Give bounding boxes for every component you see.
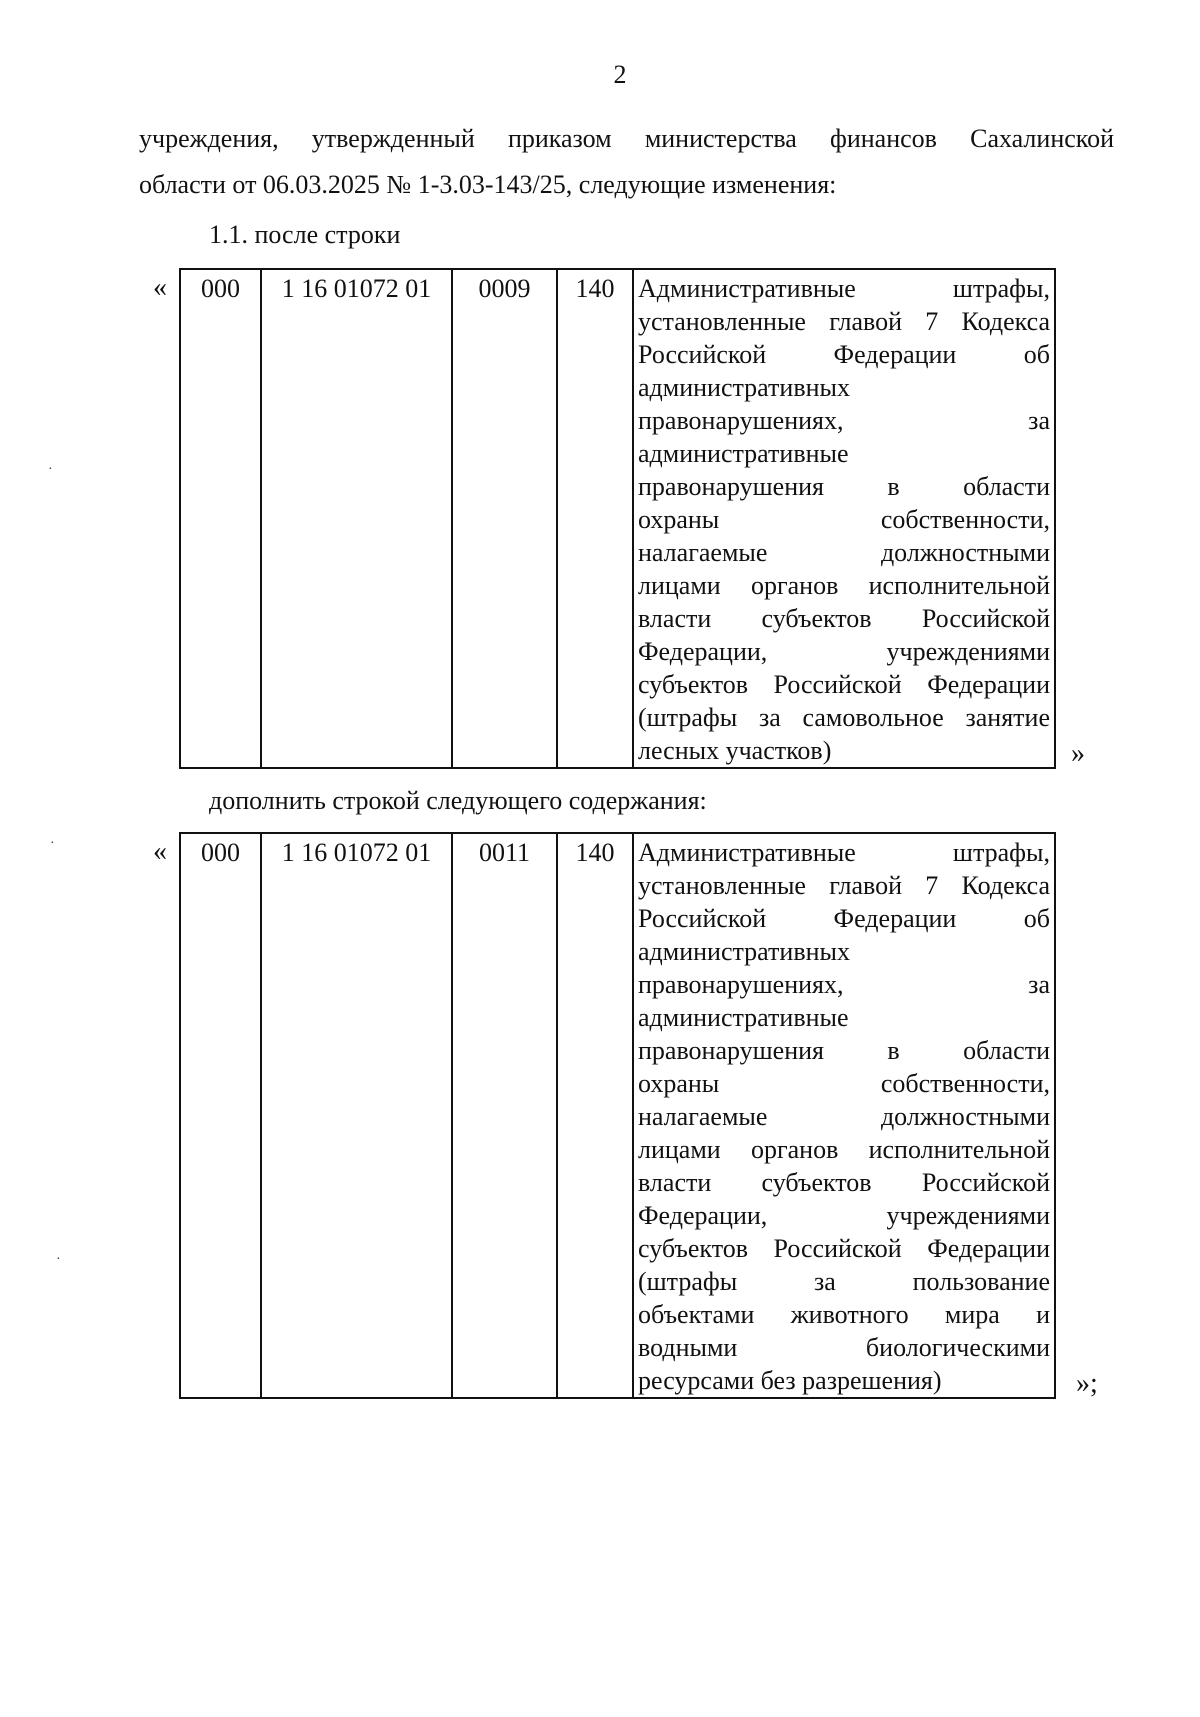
name-line: ресурсами без разрешения): [638, 1366, 942, 1395]
name-line: охраны собственности,: [638, 1069, 1050, 1098]
amendment-item: 1.1. после строки: [209, 220, 401, 249]
name-line: Федерации, учреждениями: [638, 1201, 1050, 1230]
table-row: [180, 833, 1055, 1398]
name-line: (штрафы за самовольное занятие: [638, 703, 1050, 732]
name-line: административных: [638, 937, 850, 966]
name-line: правонарушениях, за: [638, 406, 1050, 435]
name-line: субъектов Российской Федерации: [638, 1234, 1050, 1263]
new-row-table: [179, 832, 1056, 1399]
name-line: водными биологическими: [638, 1333, 1050, 1362]
kosgu-cell: 140: [557, 833, 633, 1398]
name-line: объектами животного мира и: [638, 1300, 1050, 1329]
intro-line-2: области от 06.03.2025 № 1-3.03-143/25, следующие изменения:: [139, 170, 837, 199]
income-name-cell: [633, 269, 1055, 768]
income-code-cell: 1 16 01072 01: [261, 833, 452, 1398]
program-code-cell: 0011: [452, 833, 557, 1398]
name-line: установленные главой 7 Кодекса: [638, 871, 1050, 900]
name-line: правонарушения в области: [638, 472, 1050, 501]
close-quote-final: »;: [1076, 1368, 1098, 1399]
kosgu-cell: 140: [557, 269, 633, 768]
admin-code-cell: 000: [180, 833, 261, 1398]
name-line: административные: [638, 1003, 849, 1032]
name-line: административные: [638, 439, 849, 468]
income-name-cell: [633, 833, 1055, 1398]
name-line: Российской Федерации об: [638, 340, 1050, 369]
name-line: лицами органов исполнительной: [638, 1135, 1050, 1164]
open-quote: «: [153, 272, 167, 303]
name-line: лицами органов исполнительной: [638, 571, 1050, 600]
name-line: субъектов Российской Федерации: [638, 670, 1050, 699]
scan-speck: ·: [50, 836, 55, 851]
name-line: правонарушениях, за: [638, 970, 1050, 999]
name-line: лесных участков): [638, 736, 832, 765]
name-line: (штрафы за пользование: [638, 1267, 1050, 1296]
admin-code-cell: 000: [180, 269, 261, 768]
name-line: власти субъектов Российской: [638, 1168, 1050, 1197]
page-number: 2: [613, 60, 627, 89]
name-line: охраны собственности,: [638, 505, 1050, 534]
existing-row-table: [179, 268, 1056, 769]
scan-speck: ·: [56, 1252, 61, 1267]
name-line: Федерации, учреждениями: [638, 637, 1050, 666]
name-line: Административные штрафы,: [638, 838, 1050, 867]
name-line: правонарушения в области: [638, 1036, 1050, 1065]
name-line: Административные штрафы,: [638, 274, 1050, 303]
name-line: налагаемые должностными: [638, 1102, 1050, 1131]
connector-text: дополнить строкой следующего содержания:: [209, 786, 707, 815]
close-quote: »: [1071, 738, 1085, 769]
name-line: установленные главой 7 Кодекса: [638, 307, 1050, 336]
scan-speck: ·: [48, 462, 53, 477]
name-line: власти субъектов Российской: [638, 604, 1050, 633]
program-code-cell: 0009: [452, 269, 557, 768]
income-code-cell: 1 16 01072 01: [261, 269, 452, 768]
table-row: [180, 269, 1055, 768]
name-line: Российской Федерации об: [638, 904, 1050, 933]
open-quote: «: [153, 836, 167, 867]
name-line: административных: [638, 373, 850, 402]
intro-line-1: учреждения, утвержденный приказом министерства финансов Сахалинской: [139, 124, 1114, 153]
name-line: налагаемые должностными: [638, 538, 1050, 567]
